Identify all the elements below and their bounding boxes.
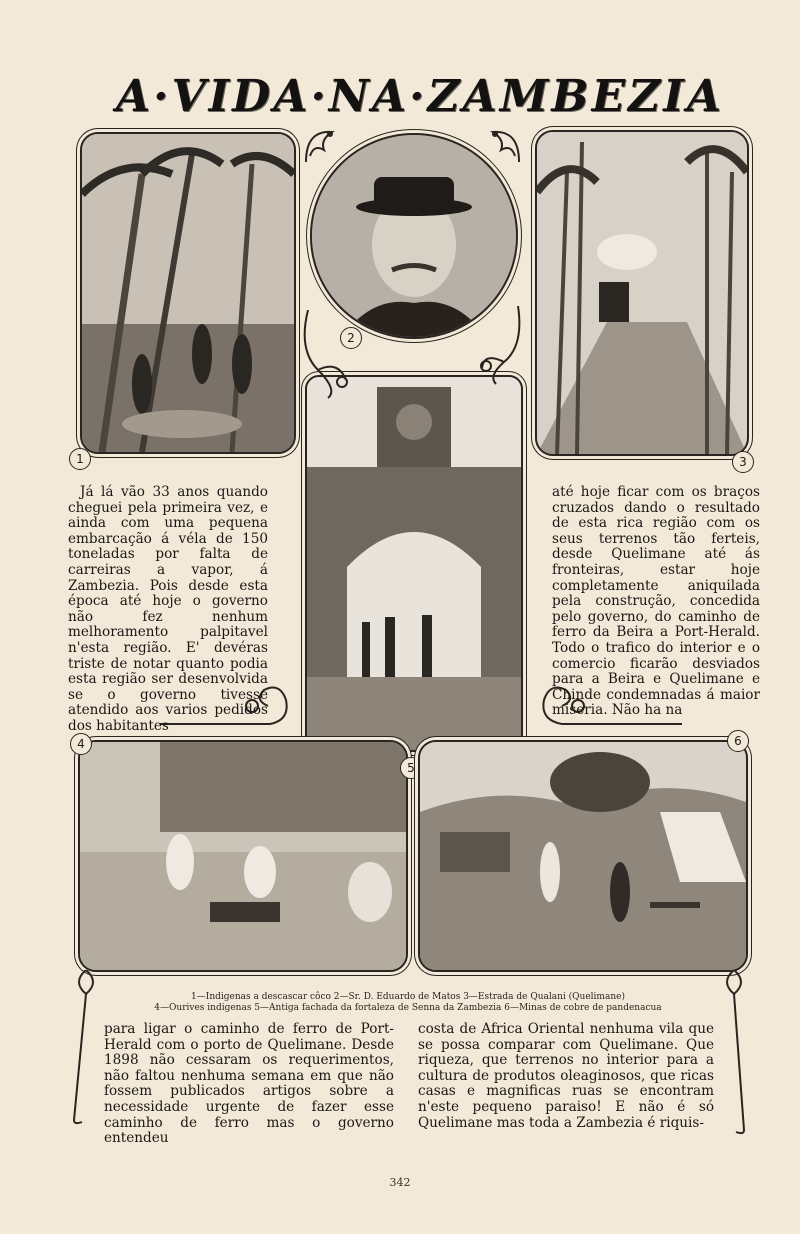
article-column-left-bottom: para ligar o caminho de ferro de Port-Herald com o porto de Quelimane. Desde 1898 não cessaram os requerimentos, não faltou nenhuma semana em que não fossem publicados artigos sobre a necessidade urgente de fazer esse caminho de ferro mas o governo entendeu bbox=[104, 1021, 394, 1147]
photo-4-illustration bbox=[80, 742, 406, 970]
page-title: A·VIDA·NA·ZAMBEZIA bbox=[116, 70, 724, 122]
ornament-top-right-scroll bbox=[487, 126, 523, 166]
photo-6-illustration bbox=[420, 742, 746, 970]
photo-senna-fortress-gate bbox=[305, 375, 523, 752]
article-column-right-bottom: costa de Africa Oriental nenhuma vila que se possa comparar com Quelimane. Que riqueza, que terrenos no interior para a cultura de produtos oleaginosos, que ricas casas e magnificas ruas se encontram n'este pequeno paraiso! E não é só Quelimane mas toda a Zambezia é riquis- bbox=[418, 1021, 714, 1131]
article-column-left-top: Já lá vão 33 anos quando cheguei pela primeira vez, e ainda com uma pequena embarcação á véla de 150 toneladas por falta de carreiras a vapor, á Zambezia. Pois desde esta época até hoje o governo não fez nenhum melhoramento palpitavel n'esta região. E' devéras triste de notar quanto podia esta região ser desenvolvida se o governo tivesse atendido aos varios pedidos dos habitantes bbox=[68, 484, 268, 734]
photo-1-illustration bbox=[82, 134, 294, 452]
photo-native-goldsmiths bbox=[78, 740, 408, 972]
photo-number-6: 6 bbox=[727, 730, 749, 752]
photo-number-1: 1 bbox=[69, 448, 91, 470]
photo-pandenacua-copper-mines bbox=[418, 740, 748, 972]
caption-line-2: 4—Ourives indigenas 5—Antiga fachada da fortaleza de Senna da Zambezia 6—Minas de cobre de pandenacua bbox=[154, 1003, 662, 1013]
caption-line-1: 1—Indigenas a descascar côco 2—Sr. D. Eduardo de Matos 3—Estrada de Qualani (Quelimane) bbox=[191, 992, 625, 1002]
figure-caption bbox=[98, 992, 718, 1014]
article-column-right-top: até hoje ficar com os braços cruzados dando o resultado de esta rica região com os seus terrenos tão ferteis, desde Quelimane até ás fronteiras, estar hoje completamente aniquilada pela construção, concedida pelo governo, do caminho de ferro da Beira a Port-Herald. Todo o trafico do interior e o comercio ficarão desviados para a Beira e Quelimane e Chinde condemnadas á maior miseria. Não ha na bbox=[552, 484, 760, 719]
photo-qualani-road bbox=[535, 130, 749, 456]
photo-number-3: 3 bbox=[732, 451, 754, 473]
ornament-bottom-right-rule bbox=[714, 970, 754, 1135]
ornament-left-flourish bbox=[298, 310, 352, 400]
page-number: 342 bbox=[389, 1176, 411, 1189]
photo-number-5: 5 bbox=[400, 757, 422, 779]
ornament-right-flourish bbox=[478, 306, 524, 386]
photo-3-illustration bbox=[537, 132, 747, 454]
photo-number-4: 4 bbox=[70, 733, 92, 755]
ornament-top-left-scroll bbox=[302, 126, 338, 166]
photo-coconut-husking bbox=[80, 132, 296, 454]
photo-5-illustration bbox=[307, 377, 521, 750]
photo-number-2: 2 bbox=[340, 327, 362, 349]
